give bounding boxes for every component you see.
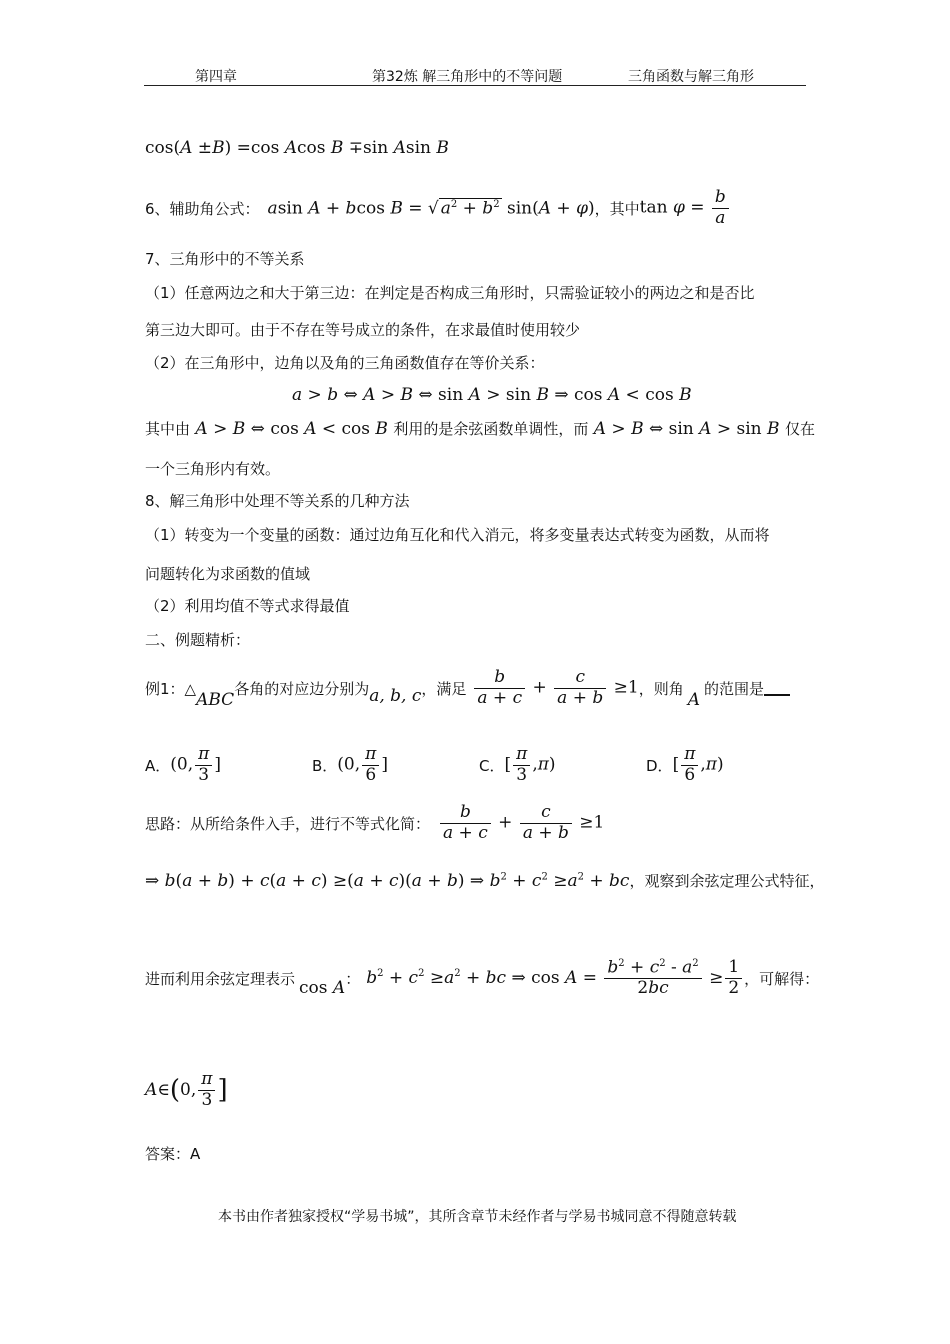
example-1-text-1: 各角的对应边分别为 — [234, 679, 370, 698]
option-a-value: (0, $\frac{\pi}{3}$ ] — [170, 744, 221, 785]
section-6-label: 6、辅助角公式： — [145, 199, 260, 218]
example-1-text-2: ，满足 — [421, 679, 467, 698]
part-2-title: 二、例题精析： — [145, 631, 251, 649]
section-8-p1-line2: 问题转化为求函数的值域 — [145, 565, 311, 583]
angle-a: A — [687, 690, 701, 711]
sides-abc: a, b, c — [369, 686, 422, 707]
idea-label: 思路：从所给条件入手，进行不等式化简： — [145, 814, 431, 833]
option-c-label: C． — [479, 756, 505, 775]
option-b-label: B． — [312, 756, 338, 775]
example-1-problem — [145, 667, 790, 711]
section-7-monotonic-line — [145, 418, 815, 439]
cosine-line — [145, 958, 819, 999]
triangle-name: ABC — [196, 690, 235, 711]
section-7-line-mid: 利用的是余弦函数单调性，而 — [393, 420, 589, 438]
section-7-line-pre: 其中由 — [145, 420, 191, 438]
formula-cos-a: $b^2 + c^2 \ge a^2$ + bc ⇒ cos A = $\frac{b^2 + c^2 - a^2}{2bc}$ ≥ $\frac{1}{2}$ — [366, 958, 744, 999]
formula-equivalence-chain: a > b ⇔ A > B ⇔ sin A > sin B ⇒ cos A < cos B — [292, 385, 692, 405]
section-6-auxiliary-angle — [145, 188, 731, 228]
option-c-value: [ $\frac{\pi}{3}$ ,π) — [504, 744, 556, 785]
example-1-text-3: ，则角 — [638, 679, 684, 698]
formula-cos-sum: cos(A ±B) =cos Acos B ∓sin Asin B — [145, 138, 449, 158]
section-7-p1-line2: 第三边大即可。由于不存在等号成立的条件，在求最值时使用较少 — [145, 321, 581, 339]
example-1-prefix: 例1：△ — [145, 679, 197, 698]
colon-text: ： — [345, 969, 361, 988]
formula-idea-condition: $\frac{b}{a + c}$ + $\frac{c}{a + b}$ ≥1 — [438, 803, 604, 843]
observe-text: ，观察到余弦定理公式特征， — [629, 872, 825, 890]
section-8-p2: （2）利用均值不等式求得最值 — [145, 597, 350, 615]
formula-tan-phi: tan φ = $\frac{b}{a}$ — [640, 188, 731, 228]
option-d[interactable] — [646, 745, 724, 785]
further-text: 进而利用余弦定理表示 — [145, 969, 296, 988]
option-a[interactable] — [145, 745, 221, 785]
option-c[interactable] — [479, 745, 556, 785]
section-6-connector: ，其中 — [594, 199, 640, 218]
section-8-p1-line1: （1）转变为一个变量的函数：通过边角互化和代入消元，将多变量表达式转变为函数，从而将 — [145, 526, 770, 544]
header-rule — [144, 85, 806, 86]
formula-cos-monotone: A > B ⇔ cos A < cos B — [195, 419, 388, 439]
example-1-text-4: 的范围是 — [704, 679, 765, 698]
header-lesson-title: 第32炼 解三角形中的不等问题 — [372, 69, 563, 85]
solve-text: ，可解得： — [744, 969, 820, 988]
header-chapter: 第四章 — [195, 69, 237, 85]
option-b[interactable] — [312, 745, 388, 785]
option-b-value: (0, $\frac{\pi}{6}$ ] — [337, 744, 388, 785]
answer-blank — [764, 680, 790, 696]
footer-copyright: 本书由作者独家授权“学易书城”，其所含章节未经作者与学易书城同意不得随意转载 — [218, 1209, 737, 1225]
section-7-line-post: 仅在 — [784, 420, 815, 438]
section-7-p1-line1: （1）任意两边之和大于第三边：在判定是否构成三角形时，只需验证较小的两边之和是否比 — [145, 284, 755, 302]
derivation-line — [145, 870, 824, 891]
cos-a-term: cos A — [299, 978, 346, 999]
formula-result: A ∈ ( 0, $\frac{\pi}{3}$ ] — [145, 1069, 228, 1110]
formula-sin-relation: A > B ⇔ sin A > sin B — [593, 419, 780, 439]
option-d-value: [ $\frac{\pi}{6}$ ,π) — [672, 744, 724, 785]
example-1-idea — [145, 803, 604, 843]
formula-auxiliary: asin A + bcos B = √ $a^2 + b^2$ sin(A + φ) — [267, 198, 595, 219]
section-7-title: 7、三角形中的不等关系 — [145, 250, 305, 268]
section-7-p2: （2）在三角形中，边角以及角的三角函数值存在等价关系： — [145, 354, 545, 372]
header-topic: 三角函数与解三角形 — [628, 69, 754, 85]
section-7-line2: 一个三角形内有效。 — [145, 460, 281, 478]
formula-condition: $\frac{b}{a + c}$ + $\frac{c}{a + b}$ ≥1 — [472, 668, 638, 708]
option-a-label: A． — [145, 756, 171, 775]
answer: 答案：A — [145, 1145, 201, 1163]
section-8-title: 8、解三角形中处理不等关系的几种方法 — [145, 492, 410, 510]
option-d-label: D． — [646, 756, 673, 775]
formula-derivation: ⇒ b(a + b) + c(a + c) ≥(a + c)(a + b) ⇒ $b^2 + c^2 \ge a^2$ + bc — [145, 870, 630, 891]
